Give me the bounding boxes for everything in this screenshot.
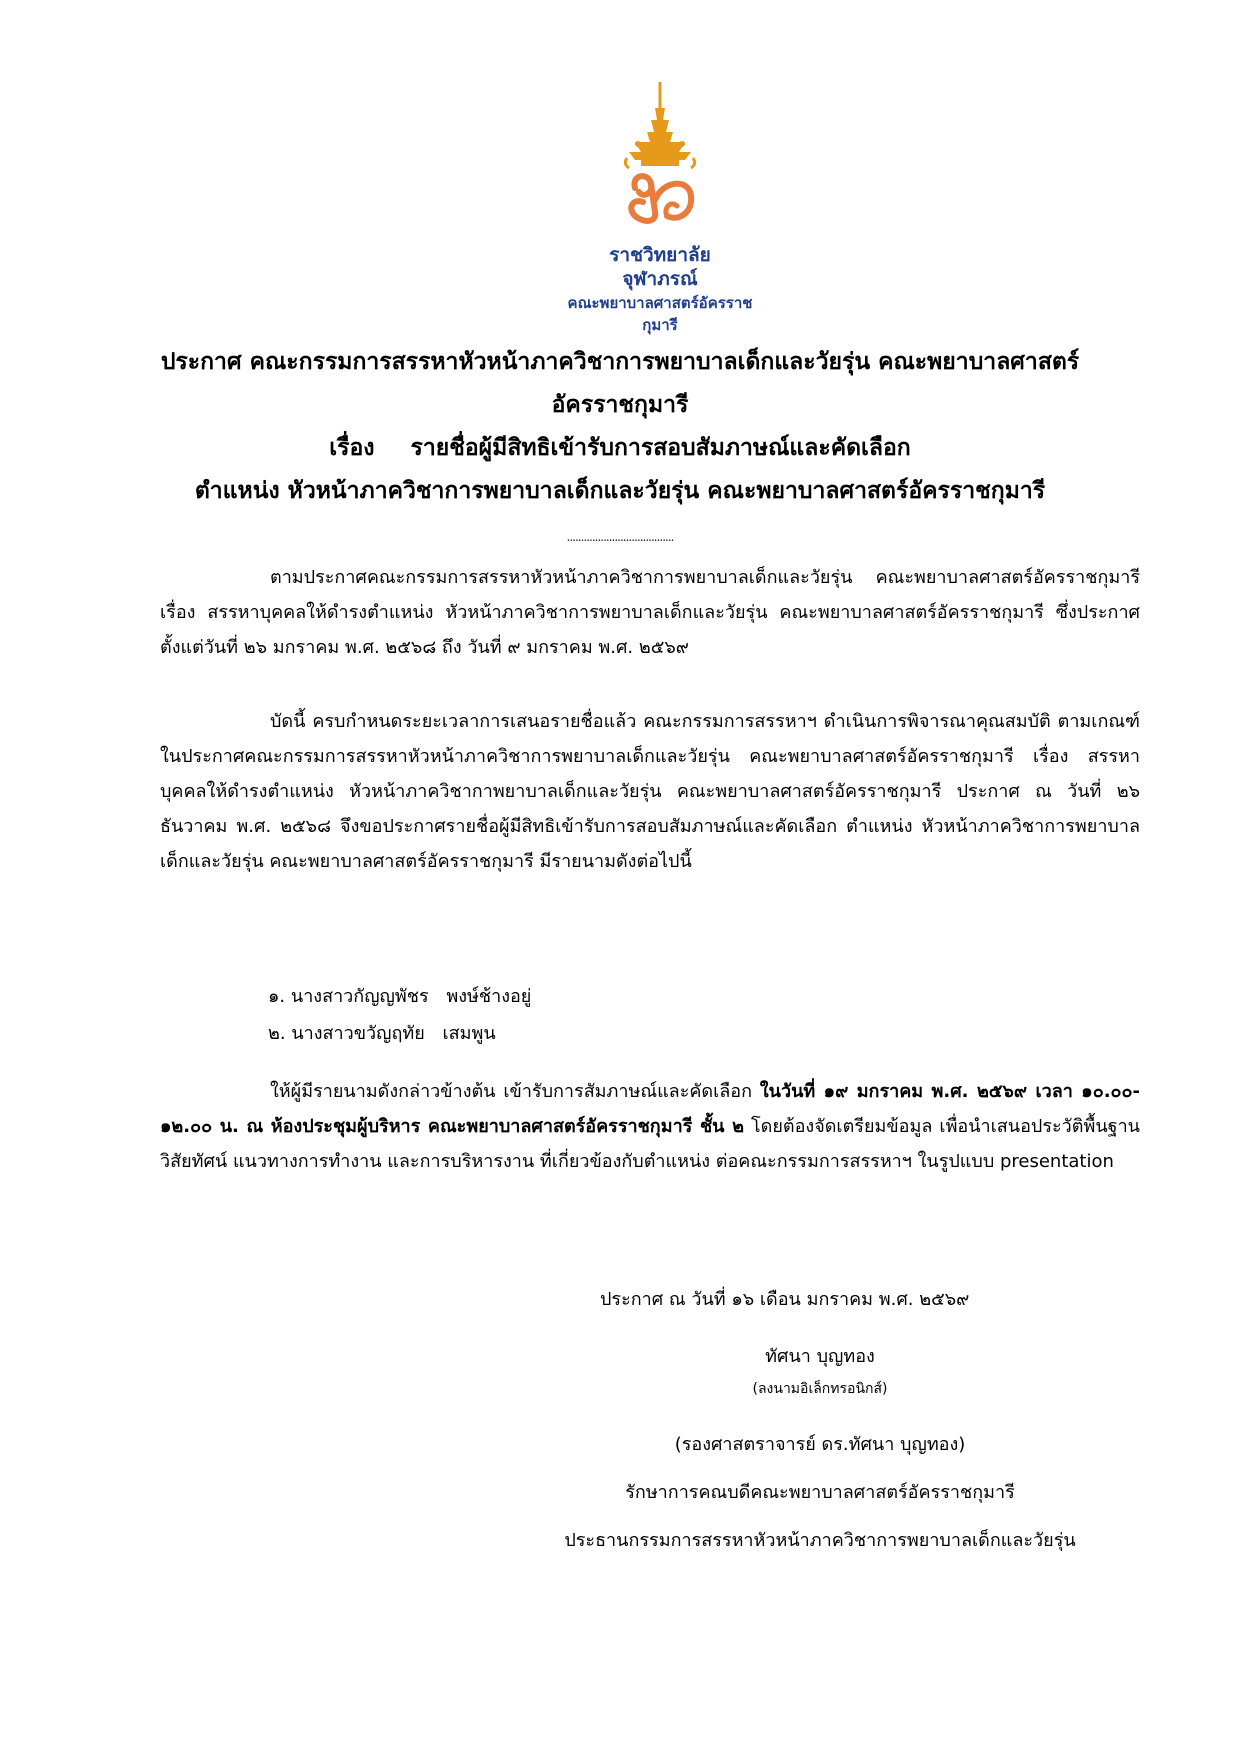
candidate-surname: พงษ์ช้างอยู่ bbox=[446, 986, 532, 1007]
paragraph-reference: ตามประกาศคณะกรรมการสรรหาหัวหน้าภาควิชาการพยาบาลเด็กและวัยรุ่น คณะพยาบาลศาสตร์อัครราชกุมารี เรื่อง สรรหาบุคคลให้ดำรงตำแหน่ง หัวหน้าภาควิชาการพยาบาลเด็กและวัยรุ่น คณะพยาบาลศาสตร์อัครราชกุมารี ซึ่งประกาศตั้งแต่วันที่ ๒๖ มกราคม พ.ศ. ๒๕๖๘ ถึง วันที่ ๙ มกราคม พ.ศ. ๒๕๖๙ bbox=[160, 567, 1140, 658]
candidate-name: นางสาวขวัญฤทัย bbox=[291, 1023, 425, 1044]
logo-text-line1: ราชวิทยาลัย bbox=[609, 244, 711, 266]
announcement-date: ประกาศ ณ วันที่ ๑๖ เดือน มกราคม พ.ศ. ๒๕๖๙ bbox=[600, 1289, 970, 1310]
paragraph-interview bbox=[160, 1074, 1140, 1179]
signer-position-dean: รักษาการคณบดีคณะพยาบาลศาสตร์อัครราชกุมารี bbox=[625, 1482, 1015, 1503]
paragraph-announcement: บัดนี้ ครบกำหนดระยะเวลาการเสนอรายชื่อแล้ว คณะกรรมการสรรหาฯ ดำเนินการพิจารณาคุณสมบัติ ตามเกณฑ์ในประกาศคณะกรรมการสรรหาหัวหน้าภาควิชาการพยาบาลเด็กและวัยรุ่น คณะพยาบาลศาสตร์อัครราชกุมารี เรื่อง สรรหาบุคคลให้ดำรงตำแหน่ง หัวหน้าภาควิชากาพยาบาลเด็กและวัยรุ่น คณะพยาบาลศาสตร์อัครราชกุมารี ประกาศ ณ วันที่ ๒๖ ธันวาคม พ.ศ. ๒๕๖๘ จึงขอประกาศรายชื่อผู้มีสิทธิเข้ารับการสอบสัมภาษณ์และคัดเลือก ตำแหน่ง หัวหน้าภาควิชาการพยาบาลเด็กและวัยรุ่น คณะพยาบาลศาสตร์อัครราชกุมารี มีรายนามดังต่อไปนี้ bbox=[160, 711, 1140, 872]
logo-text-line2: จุฬาภรณ์ bbox=[622, 268, 698, 290]
signer-full-name: (รองศาสตราจารย์ ดร.ทัศนา บุญทอง) bbox=[674, 1434, 966, 1455]
candidate-surname: เสมพูน bbox=[442, 1023, 496, 1044]
heading-line1: ประกาศ คณะกรรมการสรรหาหัวหน้าภาควิชาการพยาบาลเด็กและวัยรุ่น คณะพยาบาลศาสตร์ bbox=[160, 349, 1080, 375]
heading-line2: อัครราชกุมารี bbox=[551, 392, 689, 418]
logo-text-line3: คณะพยาบาลศาสตร์อัครราชกุมารี bbox=[567, 294, 753, 334]
interview-schedule: ในวันที่ ๑๙ มกราคม พ.ศ. ๒๕๖๙ เวลา ๑๐.๐๐- ๑๒.๐๐ น. ณ ห้องประชุมผู้บริหาร คณะพยาบาลศาสตร์อัครราชกุมารี ชั้น ๒ bbox=[160, 1081, 1140, 1137]
crown-emblem-icon bbox=[605, 80, 715, 240]
heading-position: ตำแหน่ง หัวหน้าภาควิชาการพยาบาลเด็กและวัยรุ่น คณะพยาบาลศาสตร์อัครราชกุมารี bbox=[194, 478, 1046, 504]
signer-signature: ทัศนา บุญทอง bbox=[765, 1346, 875, 1367]
candidate-number: ๒. bbox=[268, 1023, 286, 1044]
subject-text: รายชื่อผู้มีสิทธิเข้ารับการสอบสัมภาษณ์และคัดเลือก bbox=[410, 435, 911, 461]
candidate-item bbox=[268, 1016, 496, 1052]
interview-intro: ให้ผู้มีรายนามดังกล่าวข้างต้น เข้ารับการสัมภาษณ์และคัดเลือก bbox=[270, 1081, 752, 1102]
candidate-item bbox=[268, 979, 531, 1015]
college-logo bbox=[560, 80, 760, 334]
candidate-number: ๑. bbox=[268, 986, 286, 1007]
heading-divider: ...................................... bbox=[566, 530, 674, 544]
esign-note: (ลงนามอิเล็กทรอนิกส์) bbox=[752, 1381, 888, 1397]
interview-instructions: โดยต้องจัดเตรียมข้อมูล เพื่อนำเสนอประวัติพื้นฐาน วิสัยทัศน์ แนวทางการทำงาน และการบริหารงาน ที่เกี่ยวข้องกับตำแหน่ง ต่อคณะกรรมการสรรหาฯ ในรูปแบบ presentation bbox=[160, 1116, 1140, 1172]
subject-label: เรื่อง bbox=[329, 435, 375, 461]
candidate-name: นางสาวกัญญพัชร bbox=[290, 986, 429, 1007]
heading-subject bbox=[90, 428, 1150, 468]
signer-position-chair: ประธานกรรมการสรรหาหัวหน้าภาควิชาการพยาบาลเด็กและวัยรุ่น bbox=[564, 1530, 1076, 1551]
